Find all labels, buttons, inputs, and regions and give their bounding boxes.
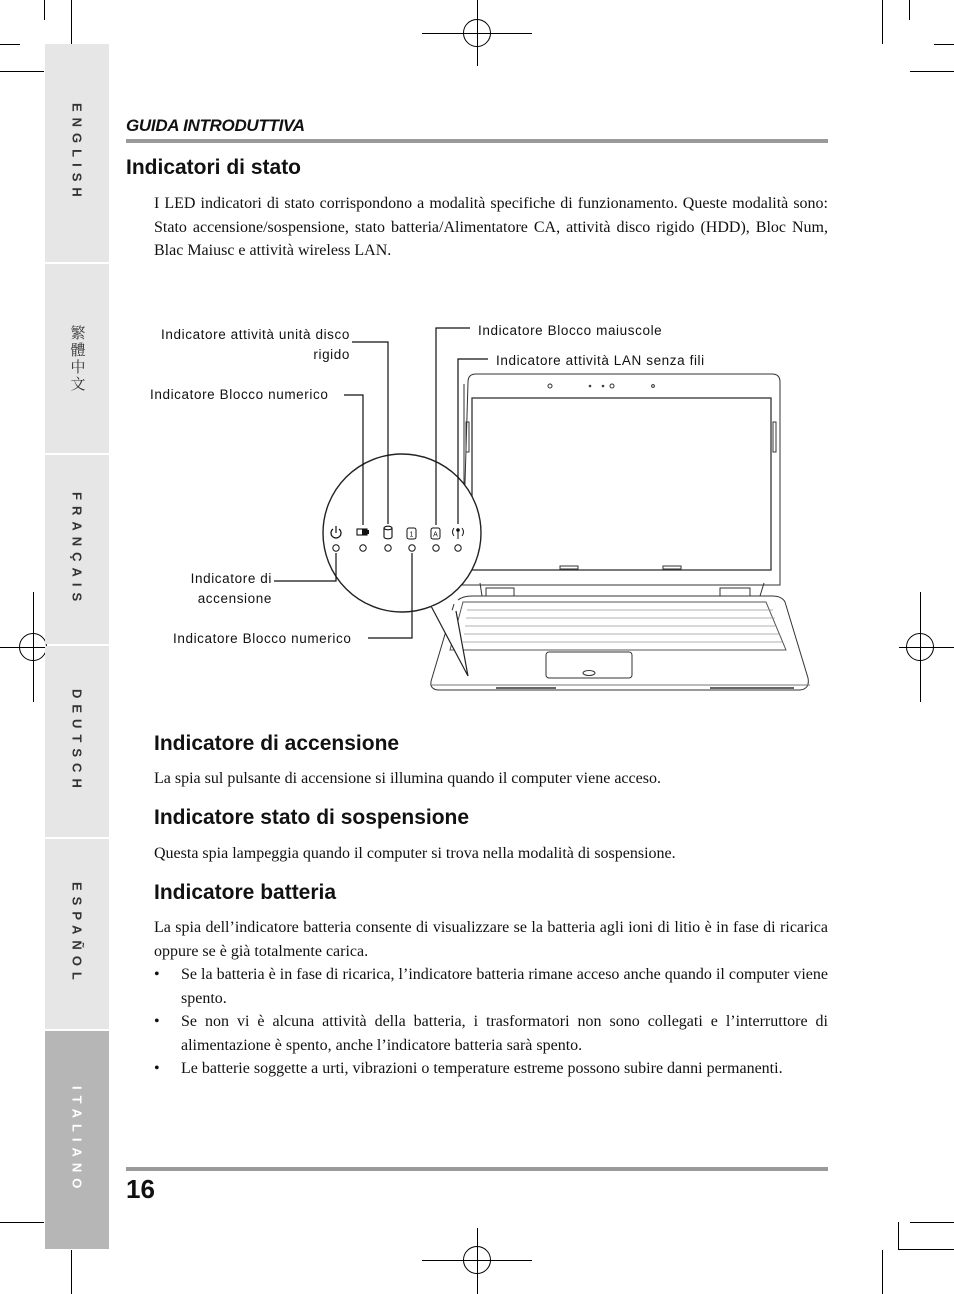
language-sidebar	[45, 44, 109, 1249]
callout-power	[160, 569, 272, 609]
callout-capslock: Indicatore Blocco maiuscole	[478, 323, 663, 338]
status-indicator-diagram	[120, 300, 820, 700]
section-header: GUIDA INTRODUTTIVA	[126, 116, 305, 135]
intro-paragraph: I LED indicatori di stato corrispondono a modalità specifiche di funzionamento. Queste modalità sono: Stato accensione/sospensione, stato batteria/Alimentatore CA, attività disco rigido (HDD), Bloc Num, Blac Maiusc e attività wireless LAN.	[154, 195, 828, 259]
tab-traditional-chinese[interactable]	[45, 264, 109, 453]
header-rule	[126, 139, 828, 143]
page-title: Indicatori di stato	[126, 156, 302, 179]
callout-hdd-line1: Indicatore attività unità disco	[161, 327, 350, 342]
tab-deutsch[interactable]	[45, 646, 109, 837]
callout-power-line1: Indicatore di	[190, 571, 272, 586]
list-item: • Se non vi è alcuna attività della batteria, i trasformatori non sono collegati e l’interruttore di alimentazione è spento, anche l’indicatore batteria sarà spento.	[154, 1010, 828, 1057]
callout-power-line2: accensione	[197, 591, 272, 606]
callout-wlan: Indicatore attività LAN senza fili	[496, 353, 705, 368]
callout-numlock-bottom: Indicatore Blocco numerico	[173, 631, 352, 646]
tab-traditional-chinese-label: 繁體中文	[68, 324, 86, 393]
tab-english-label: ENGLISH	[69, 103, 85, 203]
footer-rule	[126, 1167, 828, 1171]
list-item: • Se la batteria è in fase di ricarica, l’indicatore batteria rimane acceso anche quando il computer viene spento.	[154, 963, 828, 1010]
battery-bullet-list	[154, 963, 828, 1081]
svg-text:1: 1	[409, 531, 414, 539]
page-number: 16	[126, 1174, 155, 1204]
tab-francais[interactable]	[45, 455, 109, 644]
text-sleep-indicator: Questa spia lampeggia quando il computer si trova nella modalità di sospensione.	[154, 845, 676, 862]
callout-hdd	[140, 325, 350, 365]
callout-numlock-top: Indicatore Blocco numerico	[150, 387, 329, 402]
list-item: • Le batterie soggette a urti, vibrazioni o temperature estreme possono subire danni permanenti.	[154, 1057, 828, 1081]
heading-power-indicator: Indicatore di accensione	[154, 732, 400, 755]
tab-espanol[interactable]	[45, 839, 109, 1029]
text-battery-indicator: La spia dell’indicatore batteria consente di visualizzare se la batteria agli ioni di litio è in fase di ricarica oppure se è già totalmente carica.	[154, 919, 828, 960]
tab-italiano[interactable]	[45, 1031, 109, 1249]
tab-espanol-label: ESPAÑOL	[69, 882, 85, 986]
heading-sleep-indicator: Indicatore stato di sospensione	[154, 806, 470, 829]
heading-battery-indicator: Indicatore batteria	[154, 881, 337, 904]
callout-hdd-line2: rigido	[313, 347, 350, 362]
tab-francais-label: FRANÇAIS	[69, 491, 85, 608]
tab-italiano-label: ITALIANO	[69, 1085, 85, 1195]
tab-deutsch-label: DEUTSCH	[69, 689, 85, 794]
text-power-indicator: La spia sul pulsante di accensione si illumina quando il computer viene acceso.	[154, 770, 661, 787]
tab-english[interactable]	[45, 44, 109, 262]
svg-text:A: A	[433, 531, 438, 539]
